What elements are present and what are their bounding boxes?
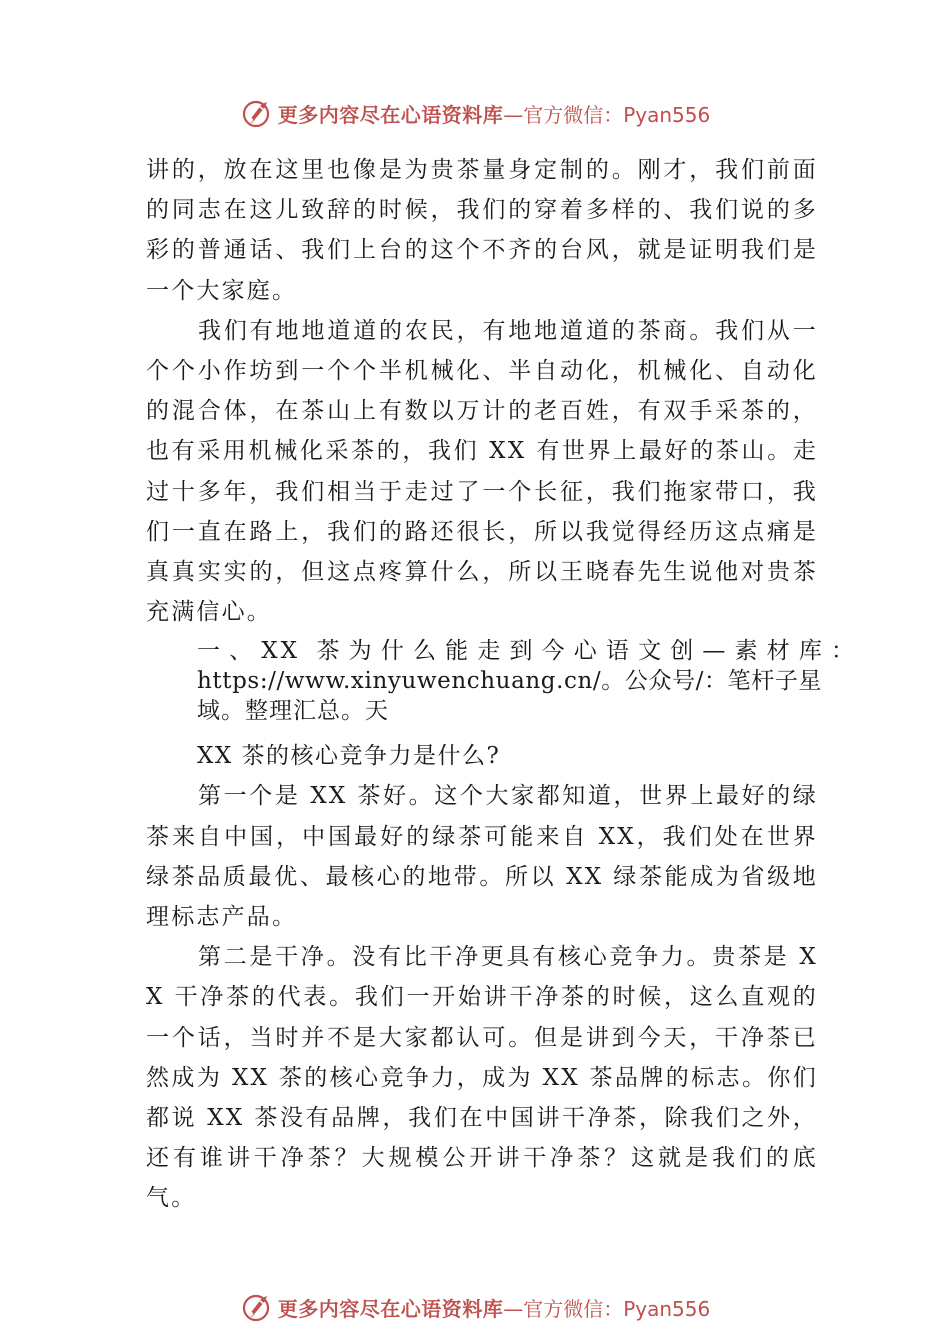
section-heading-line-1: 一、XX 茶为什么能走到今心语文创—素材库： <box>197 638 857 665</box>
header-banner <box>0 93 950 133</box>
subheading: XX 茶的核心竞争力是什么? <box>197 743 501 770</box>
paragraph-1: 讲的，放在这里也像是为贵茶量身定制的。刚才，我们前面的同志在这儿致辞的时候，我们的穿着多样的、我们说的多彩的普通话、我们上台的这个不齐的台风，就是证明我们是一个大家庭。 <box>146 157 818 304</box>
banner-suffix: —官方微信：Pyan556 <box>503 102 711 127</box>
document-body <box>146 150 857 1219</box>
banner-text: 更多内容尽在心语资料库 <box>277 102 504 127</box>
section-heading-line-3: 域。整理汇总。天 <box>197 698 389 725</box>
paragraph-3: 第一个是 XX 茶好。这个大家都知道，世界上最好的绿茶来自中国，中国最好的绿茶可能来自 XX，我们处在世界绿茶品质最优、最核心的地带。所以 XX 绿茶能成为省级地理标志产品。 <box>146 783 818 931</box>
footer-banner <box>0 1287 950 1327</box>
paragraph-4: 第二是干净。没有比干净更具有核心竞争力。贵茶是 XX 干净茶的代表。我们一开始讲干净茶的时候，这么直观的一个话，当时并不是大家都认可。但是讲到今天，干净茶已然成为 XX 茶的核心竞争力，成为 XX 茶品牌的标志。你们都说 XX 茶没有品牌，我们在中国讲干净茶，除我们之外，还有谁讲干净茶？大规模公开讲干净茶？这就是我们的底气。 <box>146 944 818 1212</box>
paragraph-2: 我们有地地道道的农民，有地地道道的茶商。我们从一个个小作坊到一个个半机械化、半自动化，机械化、自动化的混合体，在茶山上有数以万计的老百姓，有双手采茶的， 也有采用机械化采茶的，我们 XX 有世界上最好的茶山。走过十多年，我们相当于走过了一个长征，我们拖家带口，我们一直在路上，我们的路还很长，所以我觉得经历这点痛是真真实实的，但这点疼算什么，所以王晓春先生说他对贵茶充满信心。 <box>146 317 818 626</box>
banner-suffix: —官方微信：Pyan556 <box>503 1296 711 1321</box>
pen-nib-seal-icon <box>240 1290 274 1324</box>
pen-nib-seal-icon <box>240 96 274 130</box>
banner-text: 更多内容尽在心语资料库 <box>277 1296 504 1321</box>
section-heading <box>146 636 857 726</box>
section-heading-line-2: https://www.xinyuwenchuang.cn/。公众号/：笔杆子星 <box>197 668 823 695</box>
